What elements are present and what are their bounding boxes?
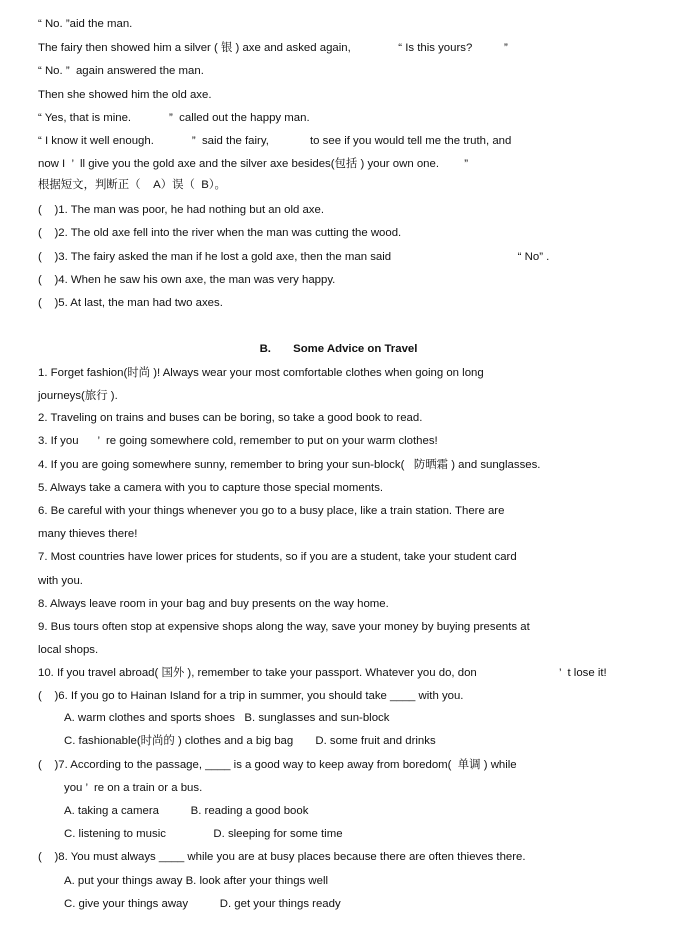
story-line: “ No. ” again answered the man. [38,65,204,77]
advice-line: 1. Forget fashion(时尚 )! Always wear your most comfortable clothes when going on long [38,367,484,379]
story-line: Then she showed him the old axe. [38,89,212,101]
advice-line: 4. If you are going somewhere sunny, remember to bring your sun-block( 防晒霜 ) and sunglasses. [38,459,541,471]
question-8-options: C. give your things away D. get your things ready [64,898,341,910]
advice-line: many thieves there! [38,528,138,540]
question-6-stem: ( )6. If you go to Hainan Island for a trip in summer, you should take ____ with you. [38,690,464,702]
question-7-stem: ( )7. According to the passage, ____ is a good way to keep away from boredom( 单调 ) while [38,759,517,771]
advice-line: 9. Bus tours often stop at expensive shops along the way, save your money by buying presents at [38,621,530,633]
advice-line: local shops. [38,644,99,656]
story-line: “ No. ”aid the man. [38,18,133,30]
judge-item-5: ( )5. At last, the man had two axes. [38,297,223,309]
advice-line: 7. Most countries have lower prices for students, so if you are a student, take your student card [38,551,517,563]
judge-item-4: ( )4. When he saw his own axe, the man was very happy. [38,274,336,286]
question-6-options: C. fashionable(时尚的 ) clothes and a big bag D. some fruit and drinks [64,735,436,747]
judge-item-2: ( )2. The old axe fell into the river when the man was cutting the wood. [38,227,402,239]
question-7-options: C. listening to music D. sleeping for some time [64,828,343,840]
advice-line: with you. [38,575,83,587]
advice-line: 8. Always leave room in your bag and buy presents on the way home. [38,598,389,610]
question-8-stem: ( )8. You must always ____ while you are at busy places because there are often thieves there. [38,851,526,863]
question-8-options: A. put your things away B. look after your things well [64,875,329,887]
judge-item-1: ( )1. The man was poor, he had nothing but an old axe. [38,204,325,216]
advice-line: journeys(旅行 ). [38,390,118,402]
advice-line: 5. Always take a camera with you to capture those special moments. [38,482,384,494]
story-line: The fairy then showed him a silver ( 银 ) axe and asked again, “ Is this yours? ” [38,42,508,54]
section-b-title: B. Some Advice on Travel [259,343,418,355]
story-line: “ Yes, that is mine. ” called out the happy man. [38,112,310,124]
advice-line: 2. Traveling on trains and buses can be boring, so take a good book to read. [38,412,423,424]
section-a-instruction: 根据短文，判断正（ A）误（ B）。 [38,179,226,191]
question-7-options: A. taking a camera B. reading a good book [64,805,309,817]
question-7-stem-cont: you ’ re on a train or a bus. [64,782,203,794]
question-6-options: A. warm clothes and sports shoes B. sunglasses and sun-block [64,712,390,724]
story-line: now I ’ ll give you the gold axe and the silver axe besides(包括 ) your own one. ” [38,158,469,170]
advice-line: 10. If you travel abroad( 国外 ), remember to take your passport. Whatever you do, don ’ t lose it! [38,667,607,679]
story-line: “ I know it well enough. ” said the fairy, to see if you would tell me the truth, and [38,135,512,147]
judge-item-3: ( )3. The fairy asked the man if he lost a gold axe, then the man said “ No” . [38,251,550,263]
advice-line: 3. If you ’ re going somewhere cold, remember to put on your warm clothes! [38,435,438,447]
advice-line: 6. Be careful with your things whenever you go to a busy place, like a train station. There are [38,505,505,517]
